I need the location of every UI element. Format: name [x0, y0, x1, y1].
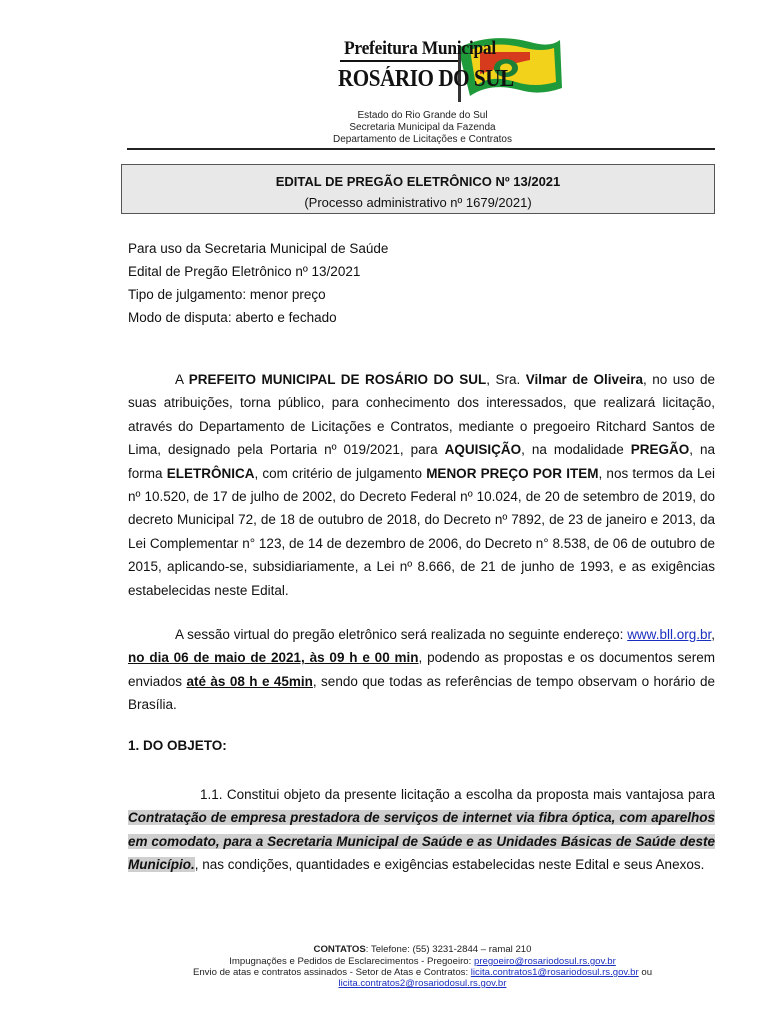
municipal-logo	[330, 30, 570, 105]
meta-edital: Edital de Pregão Eletrônico nº 13/2021	[128, 264, 361, 279]
footer-atas-2	[0, 978, 770, 990]
session-date: no dia 06 de maio de 2021, às 09 h e 00 min	[128, 650, 419, 666]
secretariat-name: Secretaria Municipal da Fazenda	[349, 122, 496, 133]
footer-contacts: CONTATOS: Telefone: (55) 3231-2844 – ramal 210	[313, 944, 532, 955]
pregoeiro-email-link[interactable]: pregoeiro@rosariodosul.rs.gov.br	[473, 956, 616, 967]
intro-paragraph: A PREFEITO MUNICIPAL DE ROSÁRIO DO SUL, Sra. Vilmar de Oliveira, no uso de suas atribuições, torna público, para conhecimento dos interessados, que realizará licitação, através do Departamento de Licitações e Contratos, mediante o pregoeiro Ritchard Santos de Lima, designado pela Portaria nº 019/2021, para AQUISIÇÃO, na modalidade PREGÃO, na forma ELETRÔNICA, com critério de julgamento MENOR PREÇO POR ITEM, nos termos da Lei nº 10.520, de 17 de julho de 2002, do Decreto Federal nº 10.024, de 20 de setembro de 2019, do decreto Municipal 72, de 18 de outubro de 2018, do Decreto nº 7892, de 23 de janeiro e 2013, da Lei Complementar n° 123, de 14 de dezembro de 2006, do Decreto n° 8.538, de 06 de outubro de 2015, aplicando-se, subsidiariamente, a Lei nº 8.666, de 21 de junho de 1993, e as exigências estabelecidas neste Edital.	[128, 372, 716, 598]
logo-title: Prefeitura Municipal	[344, 38, 496, 59]
objeto-highlight: Contratação de empresa prestadora de serviços de internet via fibra óptica, com aparelhos em comodato, para a Secretaria Municipal de Saúde e as Unidades Básicas de Saúde deste Município.	[128, 810, 715, 873]
contratos1-email-link[interactable]: licita.contratos1@rosariodosul.rs.gov.br	[470, 967, 639, 978]
meta-judgment: Tipo de julgamento: menor preço	[128, 287, 326, 302]
submission-deadline: até às 08 h e 45min	[186, 673, 313, 689]
department-name: Departamento de Licitações e Contratos	[333, 134, 512, 145]
edital-title-box	[121, 164, 715, 214]
edital-title: EDITAL DE PREGÃO ELETRÔNICO Nº 13/2021	[275, 174, 561, 189]
logo-city: ROSÁRIO DO SUL	[338, 66, 514, 92]
header-divider	[127, 148, 715, 150]
state-name: Estado do Rio Grande do Sul	[357, 110, 488, 121]
meta-dispute: Modo de disputa: aberto e fechado	[128, 310, 337, 325]
footer-pregoeiro: Impugnações e Pedidos de Esclarecimentos - Pregoeiro: pregoeiro@rosariodosul.rs.gov.br	[229, 956, 616, 967]
meta-usage: Para uso da Secretaria Municipal de Saúde	[128, 241, 389, 256]
session-paragraph: A sessão virtual do pregão eletrônico será realizada no seguinte endereço: www.bll.org.br, no dia 06 de maio de 2021, às 09 h e 00 min, podendo as propostas e os documentos serem enviados até às 08 h e 45min, sendo que todas as referências de tempo observam o horário de Brasília.	[128, 627, 715, 713]
contratos2-email-link[interactable]: licita.contratos2@rosariodosul.rs.gov.br	[338, 978, 507, 989]
section-heading-objeto: 1. DO OBJETO:	[128, 738, 227, 753]
process-number: (Processo administrativo nº 1679/2021)	[304, 195, 532, 210]
objeto-paragraph: 1.1. Constitui objeto da presente licitação a escolha da proposta mais vantajosa para Contratação de empresa prestadora de serviços de internet via fibra óptica, com aparelhos em comodato, para a Secretaria Municipal de Saúde e as Unidades Básicas de Saúde deste Município., nas condições, quantidades e exigências estabelecidas neste Edital e seus Anexos.	[128, 787, 715, 873]
bll-link[interactable]: www.bll.org.br	[627, 627, 712, 642]
footer-atas: Envio de atas e contratos assinados - Setor de Atas e Contratos: licita.contratos1@rosariodosul.rs.gov.br ou	[192, 967, 653, 978]
